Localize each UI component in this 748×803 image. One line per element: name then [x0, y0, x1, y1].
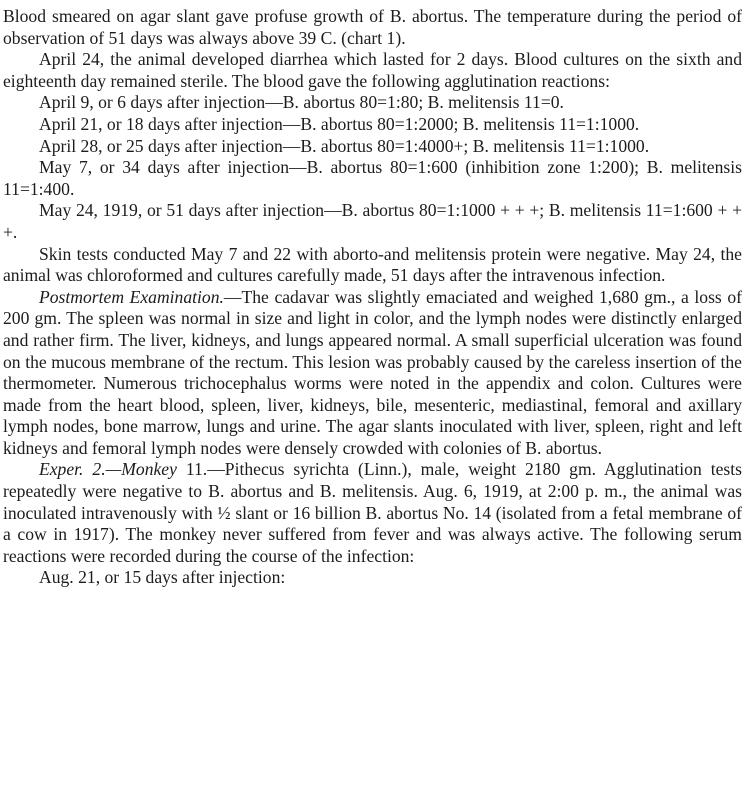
paragraph-text: Skin tests conducted May 7 and 22 with aborto-and melitensis protein were negative. May 24, the animal was chloroformed and cultures carefully made, 51 days after the intravenous infection.	[3, 243, 742, 286]
reaction-aug-21	[3, 567, 742, 589]
postmortem-heading: Postmortem Examination.	[39, 286, 224, 307]
paragraph-skin-tests	[3, 244, 742, 287]
paragraph-text: Blood smeared on agar slant gave profuse growth of B. abortus. The temperature during the period of observation of 51 days was always above 39 C. (chart 1).	[3, 6, 742, 48]
paragraph-text: —The cadavar was slightly emaciated and weighed 1,680 gm., a loss of 200 gm. The spleen was normal in size and light in color, and the lymph nodes were distinctly enlarged and rather firm. The liver, kidneys, and lungs appeared normal. A small superficial ulceration was found on the mucous membrane of the rectum. This lesion was probably caused by the careless insertion of the thermometer. Numerous trichocephalus worms were noted in the appendix and colon. Cultures were made from the heart blood, spleen, liver, kidneys, bile, mesenteric, mediastinal, femoral and axillary lymph nodes, bone marrow, lungs and urine. The agar slants inoculated with liver, spleen, right and left kidneys and femoral lymph nodes were densely crowded with colonies of B. abortus.	[3, 286, 742, 458]
paragraph-blood-smear	[3, 6, 742, 49]
paragraph-april-24	[3, 49, 742, 92]
paragraph-text: May 7, or 34 days after injection—B. abortus 80=1:600 (inhibition zone 1:200); B. melitensis 11=1:400.	[3, 157, 742, 199]
experiment-heading: Exper. 2.—Monkey	[39, 459, 177, 480]
reaction-april-9	[3, 92, 742, 114]
paragraph-text: April 21, or 18 days after injection—B. abortus 80=1:2000; B. melitensis 11=1:1000.	[39, 113, 640, 134]
paragraph-text: 11.—Pithecus syrichta (Linn.), male, weight 2180 gm. Agglutination tests repeatedly were negative to B. abortus and B. melitensis. Aug. 6, 1919, at 2:00 p. m., the animal was inoculated intravenously with ½ slant or 16 billion B. abortus No. 14 (isolated from a fetal membrane of a cow in 1917). The monkey never suffered from fever and was always active. The following serum reactions were recorded during the course of the infection:	[3, 459, 742, 566]
reaction-april-28	[3, 136, 742, 158]
paragraph-text: April 28, or 25 days after injection—B. abortus 80=1:4000+; B. melitensis 11=1:1000.	[39, 135, 650, 156]
paragraph-experiment-2	[3, 459, 742, 567]
paragraph-text: May 24, 1919, or 51 days after injection—B. abortus 80=1:1000 + + +; B. melitensis 11=1:600 + + +.	[3, 200, 742, 242]
reaction-may-24	[3, 200, 742, 243]
paragraph-text: April 9, or 6 days after injection—B. abortus 80=1:80; B. melitensis 11=0.	[39, 92, 564, 113]
reaction-april-21	[3, 114, 742, 136]
paragraph-postmortem	[3, 287, 742, 460]
paragraph-text: April 24, the animal developed diarrhea which lasted for 2 days. Blood cultures on the sixth and eighteenth day remained sterile. The blood gave the following agglutination reactions:	[3, 49, 742, 91]
reaction-may-7	[3, 157, 742, 200]
paragraph-text: Aug. 21, or 15 days after injection:	[39, 567, 286, 588]
